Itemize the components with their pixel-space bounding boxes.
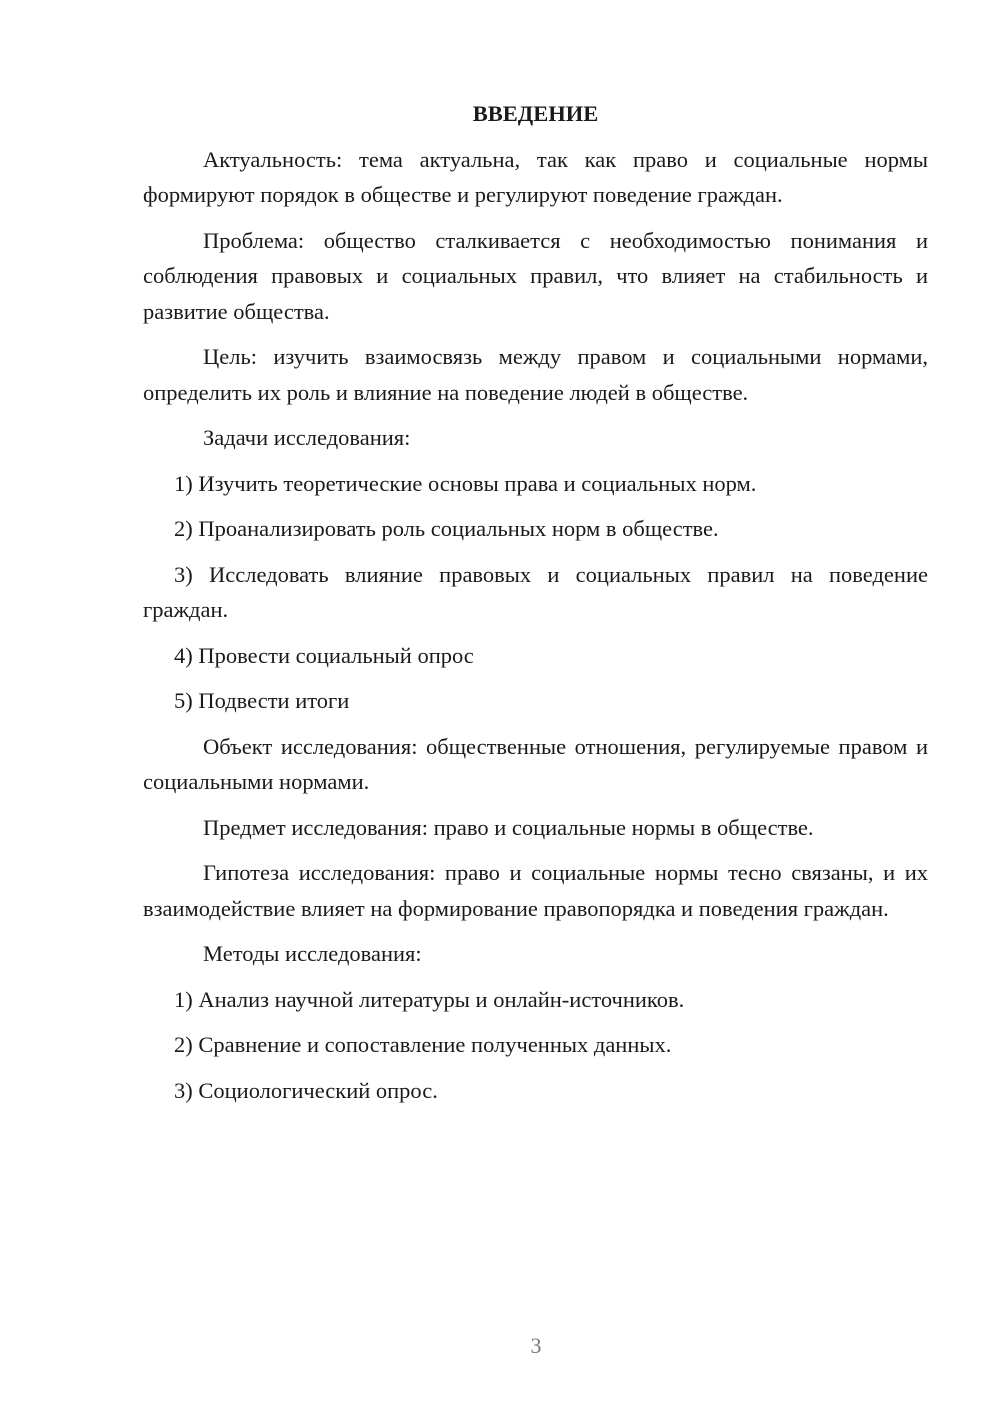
task-item-3: 3) Исследовать влияние правовых и социальных правил на поведение граждан. [143, 561, 928, 622]
methods-heading: Методы исследования: [203, 941, 422, 966]
subject-paragraph: Предмет исследования: право и социальные нормы в обществе. [203, 814, 814, 840]
hypothesis-paragraph: Гипотеза исследования: право и социальные нормы тесно связаны, и их взаимодействие влияет на формирование правопорядка и поведения граждан. [143, 860, 928, 921]
method-item-2: 2) Сравнение и сопоставление полученных данных. [174, 1032, 672, 1057]
object-paragraph: Объект исследования: общественные отношения, регулируемые правом и социальными нормами. [143, 733, 928, 794]
tasks-heading: Задачи исследования: [203, 425, 411, 450]
goal-paragraph: Цель: изучить взаимосвязь между правом и социальными нормами, определить их роль и влияние на поведение людей в обществе. [143, 344, 928, 405]
method-item-1: 1) Анализ научной литературы и онлайн-источников. [174, 986, 685, 1012]
task-item-2: 2) Проанализировать роль социальных норм в обществе. [174, 516, 719, 541]
page-number: 3 [530, 1333, 542, 1358]
task-item-4: 4) Провести социальный опрос [174, 642, 474, 668]
page-content [143, 96, 928, 1118]
method-item-3: 3) Социологический опрос. [174, 1077, 438, 1103]
relevance-paragraph: Актуальность: тема актуальна, так как право и социальные нормы формируют порядок в обществе и регулируют поведение граждан. [143, 146, 928, 207]
task-item-5: 5) Подвести итоги [174, 688, 350, 713]
problem-paragraph: Проблема: общество сталкивается с необходимостью понимания и соблюдения правовых и социальных правил, что влияет на стабильность и развитие общества. [143, 227, 928, 324]
section-heading: ВВЕДЕНИЕ [472, 101, 599, 126]
task-item-1: 1) Изучить теоретические основы права и социальных норм. [174, 470, 757, 496]
